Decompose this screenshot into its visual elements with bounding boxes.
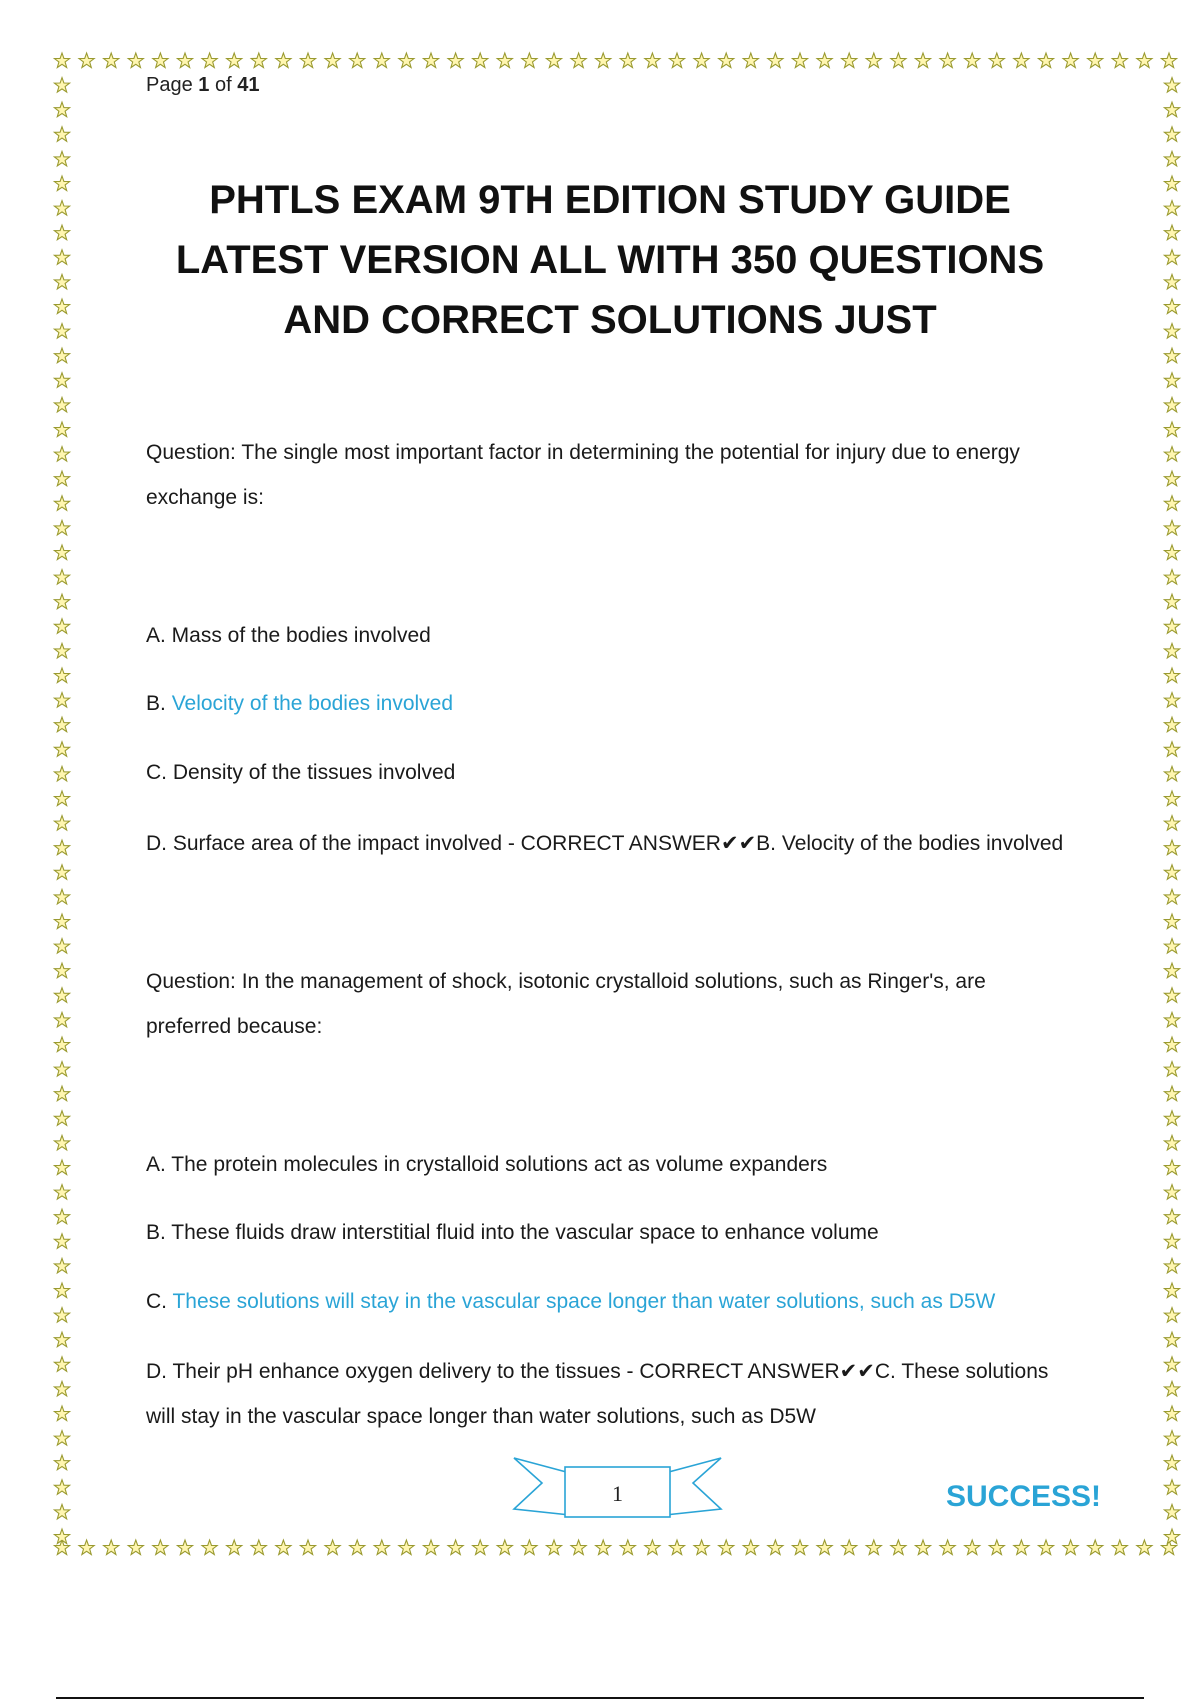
border-star-icon [54,471,69,486]
border-star-icon [1014,1540,1029,1555]
border-star-icon [54,1037,69,1052]
title-line: PHTLS EXAM 9TH EDITION STUDY GUIDE [209,178,1011,222]
border-star-icon [177,1540,192,1555]
border-star-icon [300,1540,315,1555]
border-star-icon [1164,914,1179,929]
border-star-icon [1164,717,1179,732]
border-star-icon [1164,1062,1179,1077]
border-star-icon [54,520,69,535]
question-2-stem-line1: Question: In the management of shock, isotonic crystalloid solutions, such as Ringer's, are [146,970,986,993]
border-star-icon [719,1540,734,1555]
question-1-option-d: D. Surface area of the impact involved - CORRECT ANSWER✔✔B. Velocity of the bodies involved [146,832,1064,855]
border-star-icon [1164,840,1179,855]
question-2-stem-line2: preferred because: [146,1015,323,1038]
option-prefix: C. [146,1290,173,1313]
border-star-icon [1164,963,1179,978]
border-star-icon [54,373,69,388]
border-star-icon [1164,348,1179,363]
border-star-icon [423,1540,438,1555]
border-star-icon [1164,250,1179,265]
question-2-option-b: B. These fluids draw interstitial fluid into the vascular space to enhance volume [146,1221,879,1244]
border-star-icon [54,988,69,1003]
border-star-icon [54,1406,69,1421]
border-star-icon [54,889,69,904]
border-star-icon [325,1540,340,1555]
border-star-icon [1164,643,1179,658]
border-star-icon [54,914,69,929]
border-star-icon [891,1540,906,1555]
title-line: AND CORRECT SOLUTIONS JUST [283,298,937,342]
border-star-icon [54,1012,69,1027]
correct-answer-highlight: These solutions will stay in the vascular space longer than water solutions, such as D5W [172,1290,996,1313]
border-star-icon [1164,397,1179,412]
border-star-icon [915,1540,930,1555]
border-star-icon [1164,791,1179,806]
border-star-icon [1164,102,1179,117]
border-star-icon [1164,1283,1179,1298]
border-star-icon [1164,1357,1179,1372]
border-star-icon [596,53,611,68]
border-star-icon [1164,176,1179,191]
border-star-icon [54,1455,69,1470]
border-star-icon [54,1111,69,1126]
border-star-icon [79,1540,94,1555]
border-star-icon [276,1540,291,1555]
question-1-option-a: A. Mass of the bodies involved [146,624,431,647]
border-star-icon [54,1431,69,1446]
border-star-icon [1063,53,1078,68]
border-star-icon [1164,668,1179,683]
border-star-icon [620,1540,635,1555]
border-star-icon [989,1540,1004,1555]
border-star-icon [1164,594,1179,609]
border-star-icon [202,1540,217,1555]
border-star-icon [817,1540,832,1555]
border-star-icon [1038,1540,1053,1555]
bottom-divider [56,1697,1144,1699]
border-star-icon [54,791,69,806]
border-star-icon [54,668,69,683]
border-star-icon [54,397,69,412]
border-star-icon [1164,1086,1179,1101]
border-star-icon [54,299,69,314]
border-star-icon [1164,127,1179,142]
border-star-icon [965,1540,980,1555]
border-star-icon [54,496,69,511]
border-star-icon [54,1160,69,1175]
border-star-icon [128,1540,143,1555]
border-star-icon [620,53,635,68]
border-star-icon [227,1540,242,1555]
border-star-icon [1164,299,1179,314]
border-star-icon [1164,496,1179,511]
border-star-icon [1014,53,1029,68]
border-star-icon [54,422,69,437]
border-star-icon [54,250,69,265]
border-star-icon [768,53,783,68]
border-star-icon [1164,766,1179,781]
border-star-icon [915,53,930,68]
border-star-icon [54,840,69,855]
border-star-icon [1161,53,1176,68]
border-star-icon [669,1540,684,1555]
page-prefix: Page [146,74,193,96]
border-star-icon [54,1209,69,1224]
border-star-icon [1063,1540,1078,1555]
border-star-icon [54,151,69,166]
border-star-icon [54,176,69,191]
border-star-icon [1164,693,1179,708]
border-star-icon [54,594,69,609]
border-star-icon [1164,742,1179,757]
border-star-icon [1164,1209,1179,1224]
border-star-icon [719,53,734,68]
border-star-icon [54,201,69,216]
border-star-icon [54,865,69,880]
border-star-icon [1164,1504,1179,1519]
border-star-icon [1164,988,1179,1003]
border-star-icon [1164,201,1179,216]
border-star-icon [1137,1540,1152,1555]
border-star-icon [1164,1332,1179,1347]
border-star-icon [54,643,69,658]
border-star-icon [1164,1308,1179,1323]
border-star-icon [1164,447,1179,462]
border-star-icon [300,53,315,68]
border-star-icon [743,53,758,68]
border-star-icon [1164,324,1179,339]
border-star-icon [645,53,660,68]
border-star-icon [54,225,69,240]
border-star-icon [1164,422,1179,437]
border-star-icon [153,1540,168,1555]
question-1-option-c: C. Density of the tissues involved [146,761,456,784]
border-star-icon [1088,1540,1103,1555]
border-star-icon [54,619,69,634]
border-star-icon [251,53,266,68]
border-star-icon [1164,151,1179,166]
correct-answer-highlight: Velocity of the bodies involved [171,692,454,715]
border-star-icon [54,1480,69,1495]
border-star-icon [54,545,69,560]
border-star-icon [940,53,955,68]
border-star-icon [989,53,1004,68]
border-star-icon [1164,889,1179,904]
question-2-option-d-line1: D. Their pH enhance oxygen delivery to the tissues - CORRECT ANSWER✔✔C. These solutions [146,1360,1049,1383]
border-star-icon [1164,274,1179,289]
border-star-icon [54,1062,69,1077]
question-1-option-b [146,692,453,716]
border-star-icon [448,1540,463,1555]
border-star-icon [522,1540,537,1555]
border-star-icon [54,348,69,363]
border-star-icon [866,53,881,68]
page-current: 1 [198,74,210,96]
border-star-icon [128,53,143,68]
border-star-icon [522,53,537,68]
question-2-option-c [146,1290,995,1314]
border-star-icon [1164,1529,1179,1544]
border-star-icon [1164,1185,1179,1200]
border-star-icon [1164,1406,1179,1421]
border-star-icon [54,1135,69,1150]
border-star-icon [1112,1540,1127,1555]
page-number-ribbon [510,1453,725,1528]
border-star-icon [792,1540,807,1555]
border-star-icon [227,53,242,68]
border-star-icon [596,1540,611,1555]
border-star-icon [54,742,69,757]
page-total: 41 [237,74,260,96]
border-star-icon [1164,570,1179,585]
border-star-icon [54,1504,69,1519]
border-star-icon [54,1258,69,1273]
border-star-icon [1164,619,1179,634]
border-star-icon [54,1086,69,1101]
border-star-icon [202,53,217,68]
border-star-icon [54,963,69,978]
border-star-icon [768,1540,783,1555]
border-star-icon [399,53,414,68]
border-star-icon [350,1540,365,1555]
border-star-icon [54,53,69,68]
border-star-icon [546,53,561,68]
page-of: of [214,74,232,96]
border-star-icon [817,53,832,68]
border-star-icon [54,816,69,831]
border-star-icon [1164,1381,1179,1396]
border-star-icon [54,274,69,289]
border-star-icon [177,53,192,68]
border-star-icon [473,53,488,68]
border-star-icon [694,53,709,68]
border-star-icon [54,1308,69,1323]
border-star-icon [1164,1160,1179,1175]
question-2-option-a: A. The protein molecules in crystalloid solutions act as volume expanders [146,1153,828,1176]
border-star-icon [54,1381,69,1396]
border-star-icon [497,1540,512,1555]
border-star-icon [1088,53,1103,68]
border-star-icon [965,53,980,68]
border-star-icon [571,53,586,68]
border-star-icon [54,324,69,339]
border-star-icon [54,717,69,732]
border-star-icon [350,53,365,68]
border-star-icon [1164,1480,1179,1495]
border-star-icon [842,1540,857,1555]
border-star-icon [54,1234,69,1249]
border-star-icon [1164,1258,1179,1273]
border-star-icon [1164,1455,1179,1470]
border-star-icon [1164,78,1179,93]
border-star-icon [374,53,389,68]
border-star-icon [79,53,94,68]
border-star-icon [1164,1431,1179,1446]
border-star-icon [54,78,69,93]
border-star-icon [1164,1234,1179,1249]
border-star-icon [571,1540,586,1555]
question-1-stem-line2: exchange is: [146,486,264,509]
border-star-icon [1164,520,1179,535]
border-star-icon [399,1540,414,1555]
document-title [140,170,1080,350]
question-1-stem-line1: Question: The single most important factor in determining the potential for injury due to energy [146,441,1020,464]
border-star-icon [669,53,684,68]
border-star-icon [546,1540,561,1555]
border-star-icon [497,53,512,68]
border-star-icon [54,1332,69,1347]
title-line: LATEST VERSION ALL WITH 350 QUESTIONS [175,238,1045,282]
border-star-icon [54,102,69,117]
border-star-icon [940,1540,955,1555]
border-star-icon [1164,1135,1179,1150]
border-star-icon [374,1540,389,1555]
page-indicator [146,74,259,97]
border-star-icon [1164,373,1179,388]
border-star-icon [54,766,69,781]
border-star-icon [645,1540,660,1555]
border-star-icon [54,447,69,462]
border-star-icon [54,127,69,142]
border-star-icon [1164,1037,1179,1052]
border-star-icon [54,1185,69,1200]
border-star-icon [1164,471,1179,486]
border-star-icon [54,1357,69,1372]
border-star-icon [54,1283,69,1298]
border-star-icon [251,1540,266,1555]
border-star-icon [1164,1012,1179,1027]
border-star-icon [842,53,857,68]
page-number: 1 [612,1481,623,1506]
border-star-icon [54,1540,69,1555]
border-star-icon [1112,53,1127,68]
border-star-icon [325,53,340,68]
border-star-icon [473,1540,488,1555]
border-star-icon [276,53,291,68]
border-star-icon [1137,53,1152,68]
question-2-option-d-line2: will stay in the vascular space longer than water solutions, such as D5W [146,1405,816,1428]
border-star-icon [1164,225,1179,240]
border-star-icon [694,1540,709,1555]
border-star-icon [1038,53,1053,68]
border-star-icon [1164,1111,1179,1126]
border-star-icon [423,53,438,68]
border-star-icon [891,53,906,68]
border-star-icon [1164,816,1179,831]
border-star-icon [1164,545,1179,560]
border-star-icon [448,53,463,68]
border-star-icon [104,53,119,68]
border-star-icon [54,570,69,585]
border-star-icon [54,693,69,708]
border-star-icon [866,1540,881,1555]
border-star-icon [792,53,807,68]
border-star-icon [1164,939,1179,954]
border-star-icon [743,1540,758,1555]
border-star-icon [104,1540,119,1555]
border-star-icon [1164,865,1179,880]
option-prefix: B. [146,692,172,715]
border-star-icon [153,53,168,68]
border-star-icon [54,939,69,954]
success-label: SUCCESS! [946,1480,1102,1513]
